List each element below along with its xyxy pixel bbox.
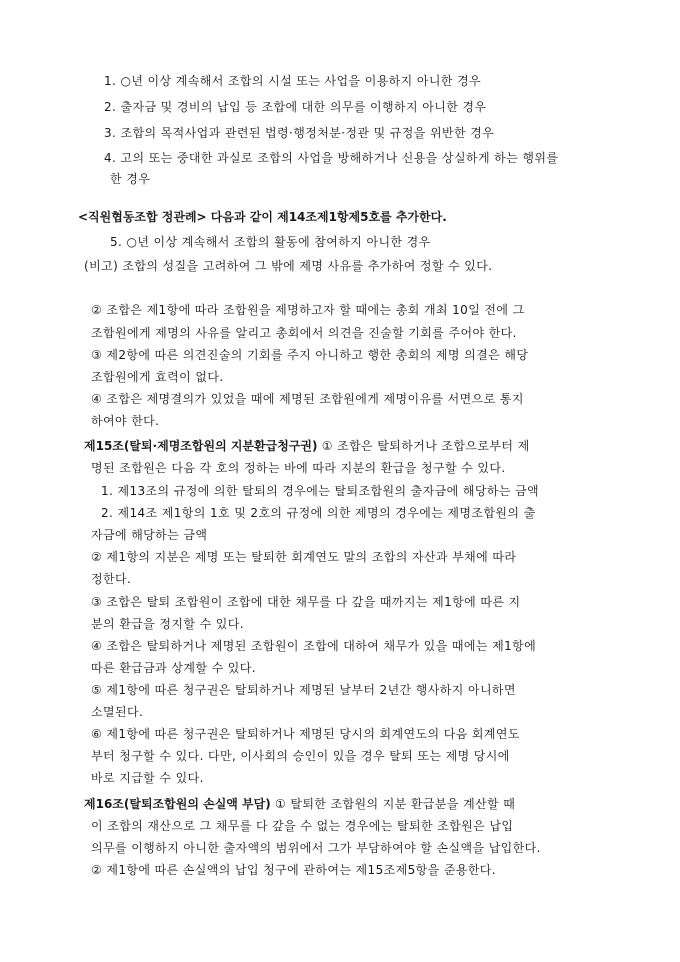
article-15-text: ① 조합은 탈퇴하거나 조합으로부터 제 (317, 439, 530, 453)
article-15-para-6-line-3: 바로 지급할 수 있다. (91, 771, 204, 785)
paragraph-4-line-1: ④ 조합은 제명결의가 있었을 때에 제명된 조합원에게 제명이유를 서면으로 통지 (91, 392, 524, 406)
article-15-para-4-line-2: 따른 환급금과 상계할 수 있다. (91, 661, 256, 675)
article-15-para-6-line-1: ⑥ 제1항에 따른 청구권은 탈퇴하거나 제명된 당시의 회계연도의 다음 회계연도 (91, 727, 520, 741)
article-16-line-2: 이 조합의 재산으로 그 채무를 다 갚을 수 없는 경우에는 탈퇴한 조합원은 납입 (91, 819, 514, 833)
list-item-5: 5. ○년 이상 계속해서 조합의 활동에 참여하지 아니한 경우 (110, 235, 431, 249)
article-15-item-2: 2. 제14조 제1항의 1호 및 2호의 규정에 의한 제명의 경우에는 제명조합원의 출 (101, 506, 536, 520)
article-16-line-1 (84, 796, 515, 812)
article-16-heading: 제16조(탈퇴조합원의 손실액 부담) (84, 797, 271, 811)
article-15-para-2-line-1: ② 제1항의 지분은 제명 또는 탈퇴한 회계연도 말의 조합의 자산과 부채에 따라 (91, 550, 517, 564)
article-15-line-2: 명된 조합원은 다음 각 호의 정하는 바에 따라 지분의 환급을 청구할 수 있다. (91, 461, 506, 475)
article-15-item-2-cont: 자금에 해당하는 금액 (91, 528, 208, 542)
article-15-para-3-line-1: ③ 조합은 탈퇴 조합원이 조합에 대한 채무를 다 갚을 때까지는 제1항에 따른 지 (91, 595, 521, 609)
article-15-para-5-line-1: ⑤ 제1항에 따른 청구권은 탈퇴하거나 제명된 날부터 2년간 행사하지 아니하면 (91, 683, 516, 697)
article-15-para-4-line-1: ④ 조합은 탈퇴하거나 제명된 조합원이 조합에 대하여 채무가 있을 때에는 제1항에 (91, 639, 537, 653)
article-15-para-6-line-2: 부터 청구할 수 있다. 다만, 이사회의 승인이 있을 경우 탈퇴 또는 제명 당시에 (91, 749, 510, 763)
article-15-para-5-line-2: 소멸된다. (91, 705, 144, 719)
article-16-para-2: ② 제1항에 따른 손실액의 납입 청구에 관하여는 제15조제5항을 준용한다. (91, 863, 497, 877)
paragraph-4-line-2: 하여야 한다. (91, 414, 160, 428)
list-item-3: 3. 조합의 목적사업과 관련된 법령·행정처분·정관 및 규정을 위반한 경우 (104, 126, 495, 140)
section-heading-employee-coop: <직원협동조합 정관례> 다음과 같이 제14조제1항제5호를 추가한다. (78, 210, 447, 224)
paragraph-3-line-1: ③ 제2항에 따른 의견진술의 기회를 주지 아니하고 행한 총회의 제명 의결은 해당 (91, 348, 529, 362)
list-item-1: 1. ○년 이상 계속해서 조합의 시설 또는 사업을 이용하지 아니한 경우 (104, 74, 482, 88)
article-15-para-2-line-2: 정한다. (91, 572, 132, 586)
list-item-4-cont: 한 경우 (110, 172, 151, 186)
article-15-item-1: 1. 제13조의 규정에 의한 탈퇴의 경우에는 탈퇴조합원의 출자금에 해당하는 금액 (101, 484, 540, 498)
article-16-line-3: 의무를 이행하지 아니한 출자액의 범위에서 그가 부담하여야 할 손실액을 납입한다. (91, 841, 541, 855)
paragraph-3-line-2: 조합원에게 효력이 없다. (91, 370, 224, 384)
paragraph-2-line-1: ② 조합은 제1항에 따라 조합원을 제명하고자 할 때에는 총회 개최 10일 전에 그 (91, 303, 525, 317)
paragraph-2-line-2: 조합원에게 제명의 사유를 알리고 총회에서 의견을 진술할 기회를 주어야 한다. (91, 326, 517, 340)
article-16-text: ① 탈퇴한 조합원의 지분 환급분을 계산할 때 (270, 797, 516, 811)
article-15-para-3-line-2: 분의 환급을 정지할 수 있다. (91, 617, 244, 631)
list-item-2: 2. 출자금 및 경비의 납입 등 조합에 대한 의무를 이행하지 아니한 경우 (104, 100, 487, 114)
article-15-line-1 (84, 438, 530, 454)
remark-note: (비고) 조합의 성질을 고려하여 그 밖에 제명 사유를 추가하여 정할 수 있다. (84, 259, 493, 273)
list-item-4: 4. 고의 또는 중대한 과실로 조합의 사업을 방해하거나 신용을 상실하게 하는 행위를 (104, 151, 559, 165)
article-15-heading: 제15조(탈퇴·제명조합원의 지분환급청구권) (84, 439, 318, 453)
